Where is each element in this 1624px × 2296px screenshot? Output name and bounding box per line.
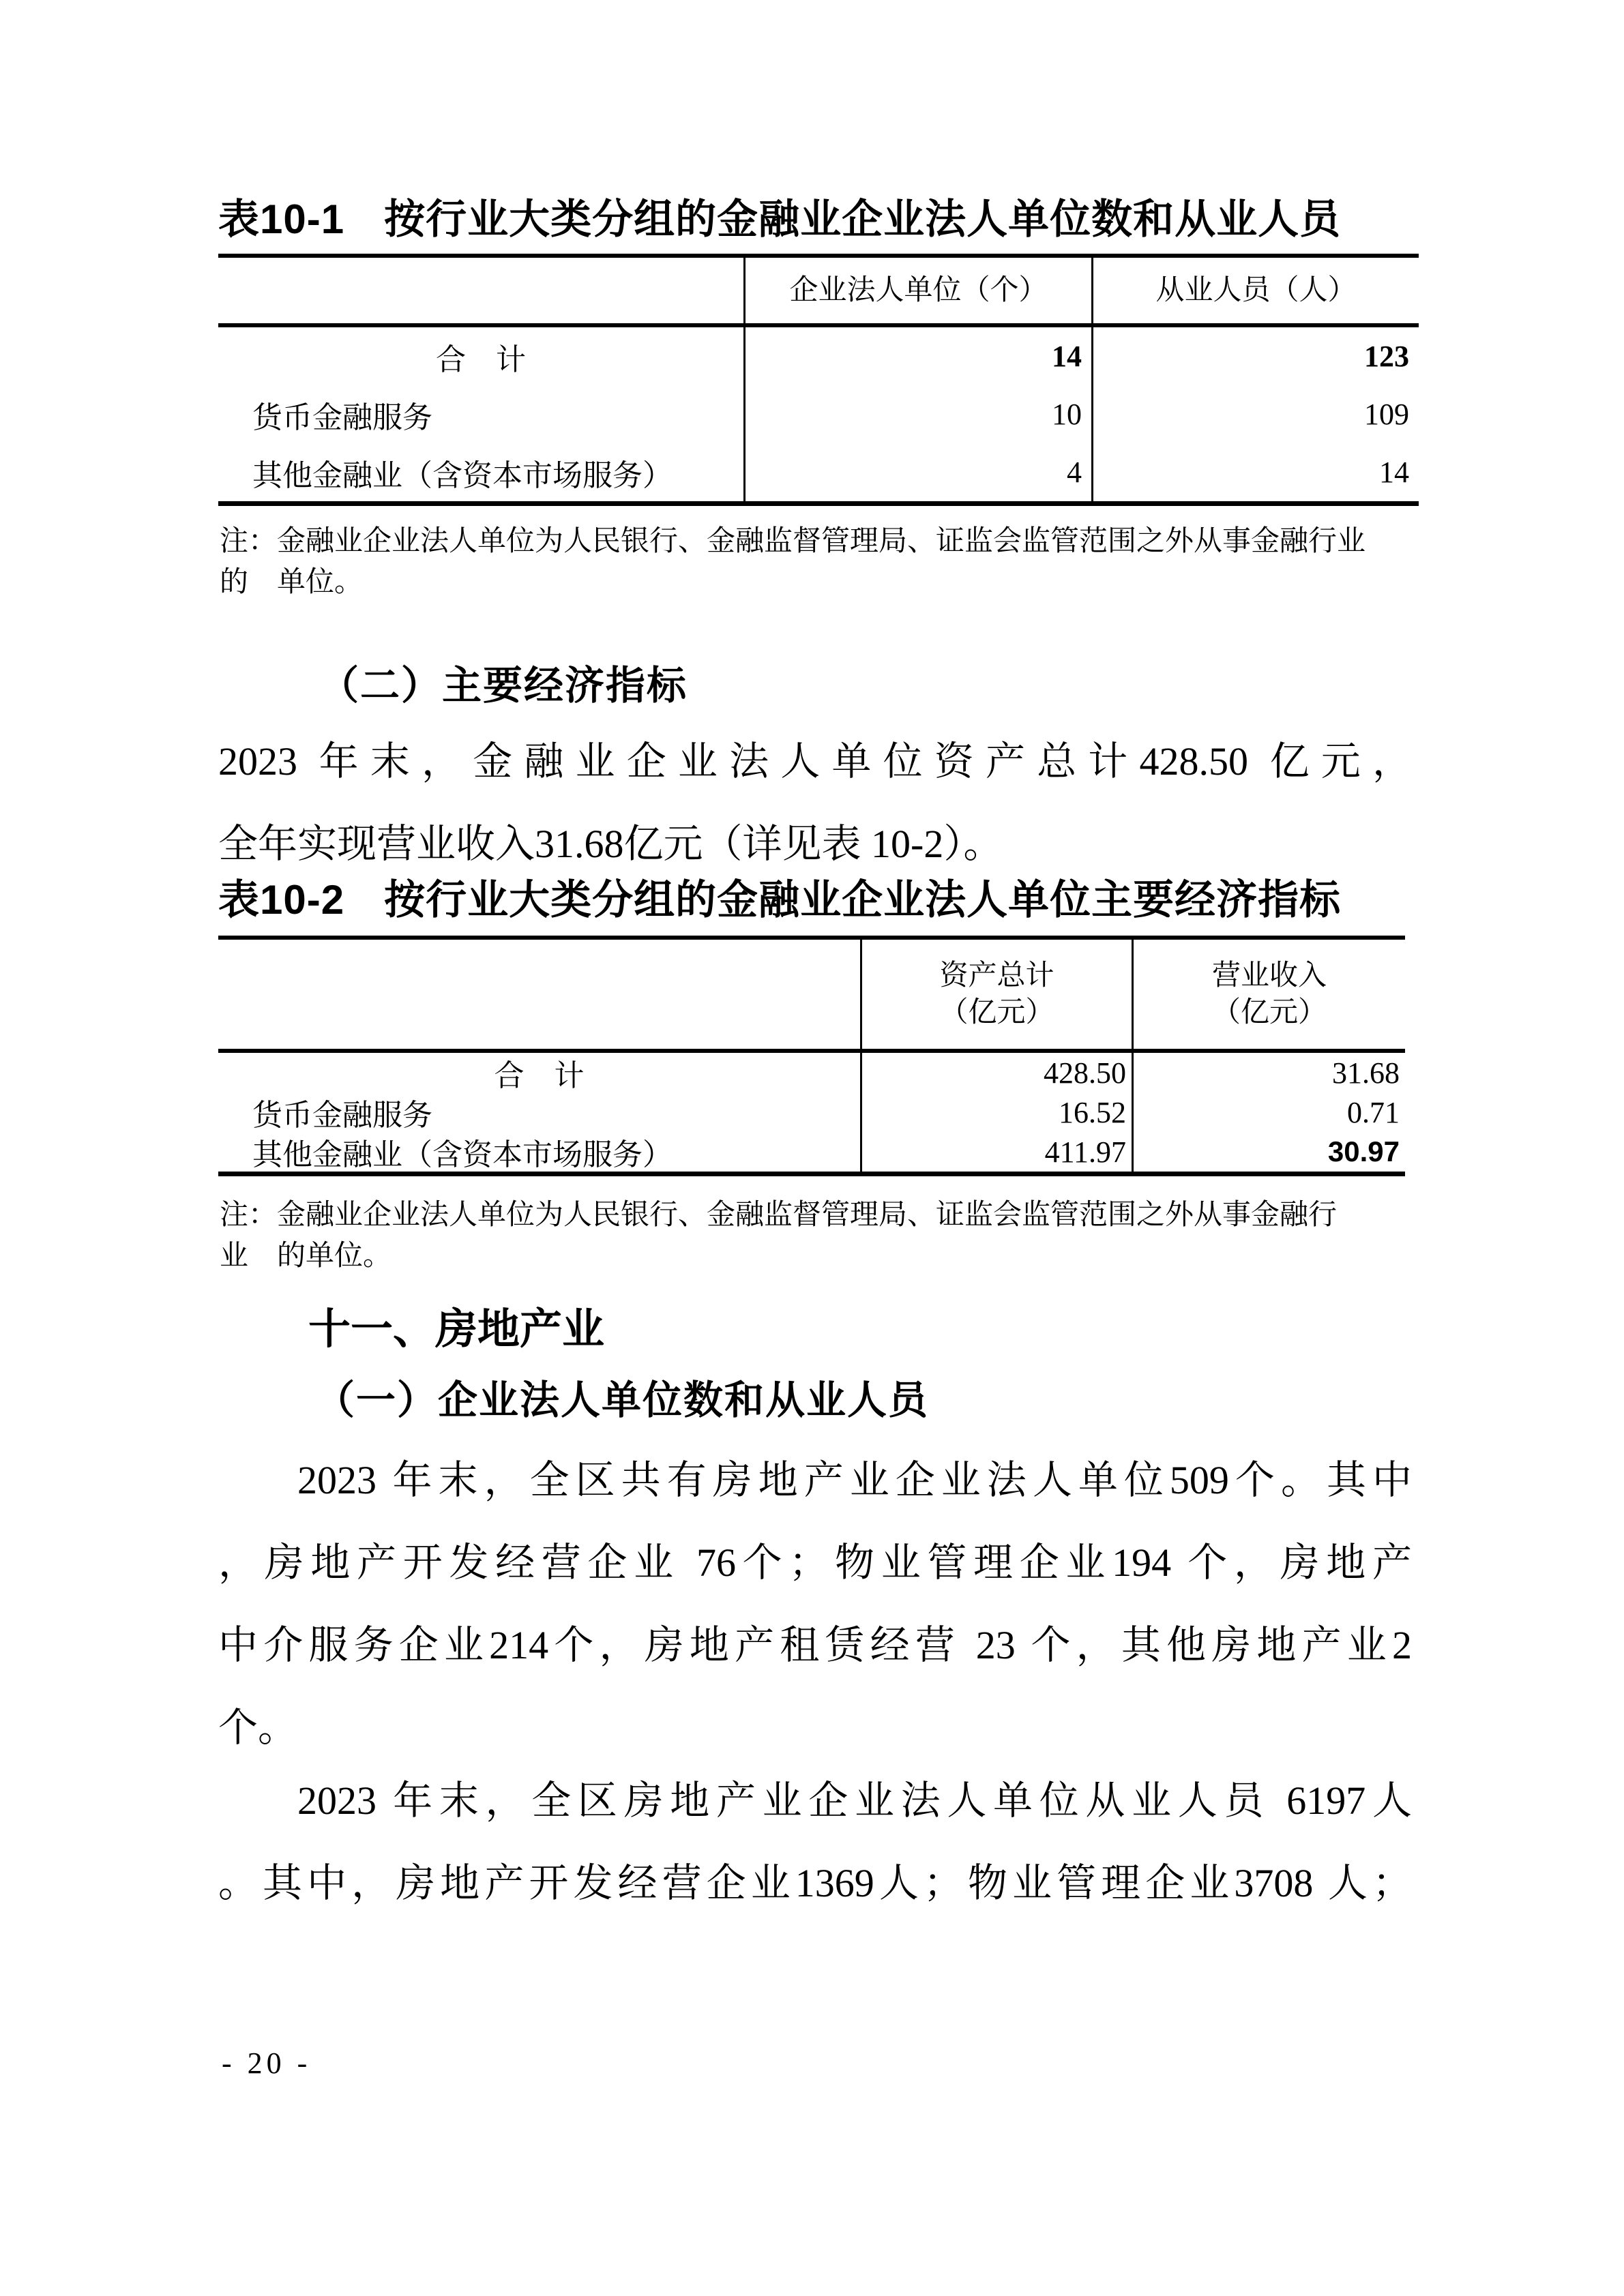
table-row-other-finance xyxy=(218,443,1419,501)
table-10-1-caption-label: 表10-1 xyxy=(218,196,345,242)
table-10-1-caption-text: 按行业大类分组的金融业企业法人单位数和从业人员 xyxy=(384,196,1342,242)
page-number: - 20 - xyxy=(222,2046,312,2080)
paragraph-economic-indicators xyxy=(218,720,1412,885)
table-10-1-stub-header xyxy=(218,258,743,323)
row-label-total: 合 计 xyxy=(436,342,526,376)
cell-total-revenue: 31.68 xyxy=(1132,1053,1405,1092)
column-header-line: 资产总计 xyxy=(939,960,1054,992)
table-10-1-column-header-employees: 从业人员（人） xyxy=(1091,258,1419,323)
paragraph-line: 个。 xyxy=(218,1705,298,1750)
column-header-line: 营业收入 xyxy=(1211,960,1327,992)
column-header-line: （亿元） xyxy=(939,997,1054,1028)
paragraph-real-estate-employees xyxy=(218,1759,1412,1924)
cell-total-assets: 428.50 xyxy=(860,1053,1132,1092)
table-10-1-column-header-units: 企业法人单位（个） xyxy=(743,258,1091,323)
cell-monetary-assets: 16.52 xyxy=(860,1092,1132,1132)
table-row-total xyxy=(218,327,1419,385)
note-line: 的 单位。 xyxy=(220,567,364,598)
row-label-total: 合 计 xyxy=(494,1059,585,1092)
paragraph-line: 2023 年末，全区房地产业企业法人单位从业人员 6197人 xyxy=(297,1778,1412,1823)
paragraph-line: 中介服务企业214个，房地产租赁经营 23 个，其他房地产业2 xyxy=(218,1623,1412,1667)
table-row-monetary-finance xyxy=(218,385,1419,443)
cell-total-units: 14 xyxy=(743,327,1091,385)
note-line: 注：金融业企业法人单位为人民银行、金融监督管理局、证监会监管范围之外从事金融行业 xyxy=(220,526,1366,557)
note-line: 业 的单位。 xyxy=(220,1240,392,1272)
table-10-2-column-header-revenue xyxy=(1132,940,1405,1049)
cell-other-units: 4 xyxy=(743,443,1091,501)
section-heading-real-estate: 十一、房地产业 xyxy=(308,1306,605,1353)
row-label-other-finance: 其他金融业（含资本市场服务） xyxy=(252,1138,673,1172)
paragraph-line: 全年实现营业收入31.68亿元（详见表 10-2）。 xyxy=(218,822,1003,866)
subsection-heading-legal-units: （一）企业法人单位数和从业人员 xyxy=(315,1378,930,1422)
table-10-1 xyxy=(218,254,1419,506)
paragraph-real-estate-units xyxy=(218,1439,1412,1769)
paragraph-line: 2023 年末，全区共有房地产业企业法人单位509个。其中 xyxy=(297,1458,1412,1502)
table-10-1-header-row xyxy=(218,258,1419,327)
paragraph-line: ，房地产开发经营企业 76个；物业管理企业194 个，房地产 xyxy=(218,1540,1412,1585)
table-10-2-note xyxy=(220,1195,1393,1277)
table-10-2-header-row xyxy=(218,940,1405,1053)
section-heading-economic-indicators: （二）主要经济指标 xyxy=(319,664,688,708)
table-10-2-stub-header xyxy=(218,940,860,1049)
cell-other-employees: 14 xyxy=(1091,443,1419,501)
table-row-other-finance xyxy=(218,1132,1405,1172)
column-header-line: （亿元） xyxy=(1211,997,1327,1028)
row-label-monetary-finance: 货币金融服务 xyxy=(252,1099,432,1132)
table-row-total xyxy=(218,1053,1405,1092)
cell-monetary-employees: 109 xyxy=(1091,385,1419,443)
cell-other-revenue: 30.97 xyxy=(1132,1132,1405,1172)
table-10-1-note xyxy=(220,521,1393,603)
table-10-2-caption-text: 按行业大类分组的金融业企业法人单位主要经济指标 xyxy=(384,877,1342,923)
note-line: 注：金融业企业法人单位为人民银行、金融监督管理局、证监会监管范围之外从事金融行 xyxy=(220,1199,1338,1231)
cell-other-assets: 411.97 xyxy=(860,1132,1132,1172)
cell-total-employees: 123 xyxy=(1091,327,1419,385)
table-10-2 xyxy=(218,936,1405,1176)
table-10-2-caption xyxy=(218,873,1419,927)
table-10-2-column-header-assets xyxy=(860,940,1132,1049)
paragraph-line: 。其中，房地产开发经营企业1369人；物业管理企业3708 人； xyxy=(218,1861,1412,1905)
table-10-1-caption xyxy=(218,192,1419,247)
table-row-monetary-finance xyxy=(218,1092,1405,1132)
cell-monetary-revenue: 0.71 xyxy=(1132,1092,1405,1132)
paragraph-line: 2023 年末，金融业企业法人单位资产总计428.50 亿元， xyxy=(218,739,1412,784)
cell-monetary-units: 10 xyxy=(743,385,1091,443)
row-label-monetary-finance: 货币金融服务 xyxy=(252,400,432,434)
table-10-2-caption-label: 表10-2 xyxy=(218,877,345,923)
row-label-other-finance: 其他金融业（含资本市场服务） xyxy=(252,458,673,492)
